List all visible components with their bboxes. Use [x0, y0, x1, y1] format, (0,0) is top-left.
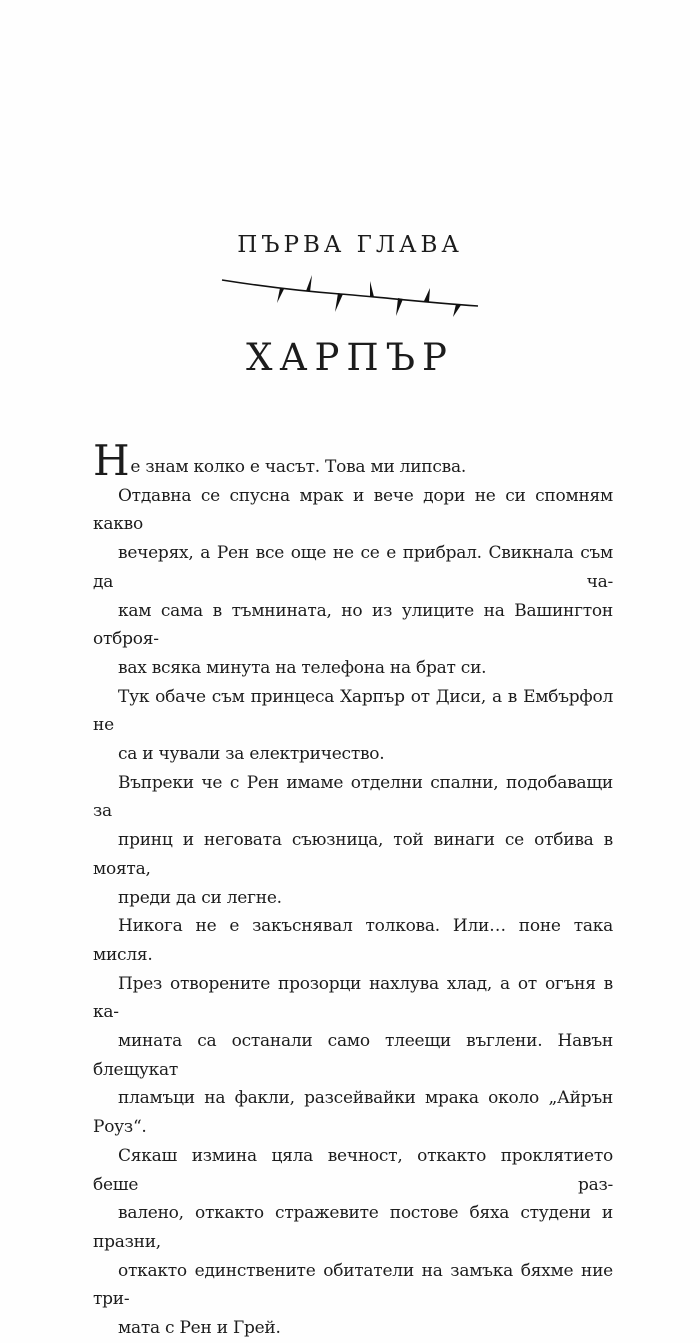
paragraph — [93, 436, 613, 485]
paragraph — [93, 970, 613, 1343]
text-line: През отворените прозорци нахлува хлад, а от огъня в ка- — [93, 973, 613, 1023]
text-line: Отдавна се спусна мрак и вече дори не си спомням какво — [93, 485, 613, 535]
chapter-label: ПЪРВА ГЛАВА — [237, 232, 463, 258]
text-line: валено, откакто стражевите постове бяха студени и празни, — [93, 1203, 613, 1252]
text-line: Тук обаче съм принцеса Харпър от Диси, а в Ембърфол не — [93, 686, 613, 736]
text-line: мата с Рен и Грей. — [118, 1318, 281, 1339]
text-line: е знам колко е часът. Това ми липсва. — [130, 457, 467, 477]
text-line: пламъци на факли, разсейвайки мрака около „Айрън Роуз“. — [93, 1088, 613, 1138]
text-line: преди да си легне. — [118, 887, 282, 908]
text-line: Никога не е закъснявал толкова. Или… поне така мисля. — [93, 916, 613, 965]
thorn-branch-icon — [220, 272, 482, 318]
chapter-title: ХАРПЪР — [246, 336, 454, 379]
text-line: мината са останали само тлеещи въглени. Навън блещукат — [93, 1031, 613, 1080]
text-line: откакто единствените обитатели на замъка бяхме ние три- — [93, 1260, 613, 1310]
text-line: Сякаш измина цяла вечност, откакто проклятието беше раз- — [93, 1145, 613, 1195]
text-line: Въпреки че с Рен имаме отделни спални, подобаващи за — [93, 772, 613, 822]
paragraph — [93, 769, 613, 913]
text-line: принц и неговата съюзница, той винаги се отбива в моята, — [93, 830, 613, 879]
paragraph — [93, 912, 613, 969]
chapter-text — [93, 436, 613, 1343]
drop-cap: Н — [93, 436, 130, 485]
text-line: кам сама в тъмнината, но из улиците на Вашингтон отброя- — [93, 600, 613, 650]
text-line: вах всяка минута на телефона на брат си. — [118, 657, 487, 678]
text-line: са и чували за електричество. — [118, 744, 385, 765]
paragraph — [93, 683, 613, 769]
paragraph — [93, 482, 613, 683]
text-line: вечерях, а Рен все още не се е прибрал. Свикнала съм да ча- — [93, 543, 613, 592]
